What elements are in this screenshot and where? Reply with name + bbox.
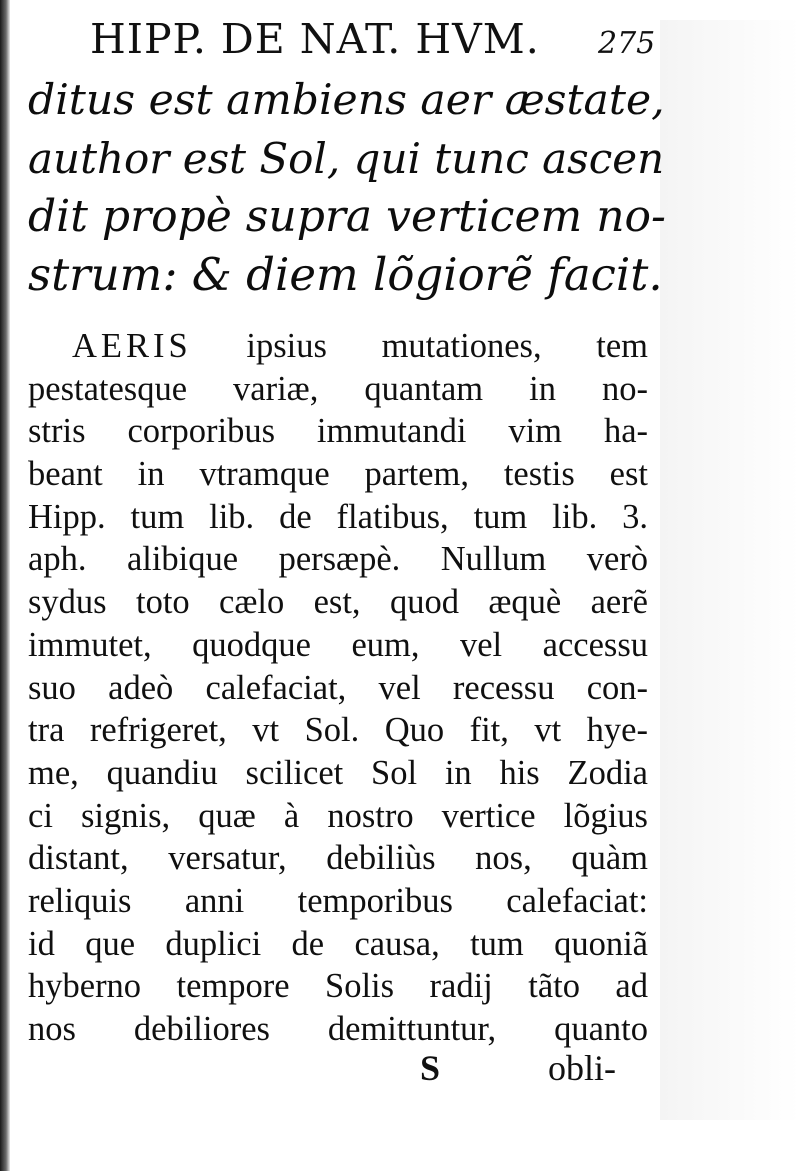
signature-mark: S — [420, 1048, 441, 1088]
body-line: Hipp. tum lib. de flatibus, tum lib. 3. — [28, 497, 648, 536]
binding-gutter — [0, 0, 10, 1171]
body-line: tra refrigeret, vt Sol. Quo fit, vt hye- — [28, 711, 648, 750]
body-line: me, quandiu scilicet Sol in his Zodia — [28, 753, 648, 792]
body-text-block — [28, 325, 648, 1051]
first-line-text: ipsius mutationes, tem — [246, 327, 649, 365]
body-first-line — [28, 325, 648, 368]
initial-word: AERIS — [72, 327, 192, 365]
page-number: 275 — [598, 26, 656, 61]
body-line: pestatesque variæ, quantam in no- — [28, 369, 648, 408]
body-line: distant, versatur, debiliùs nos, quàm — [28, 839, 648, 878]
body-line: hyberno tempore Solis radij tãto ad — [28, 967, 648, 1006]
body-line: id que duplici de causa, tum quoniã — [28, 924, 648, 963]
body-line: immutet, quodque eum, vel accessu — [28, 625, 648, 664]
body-line: aph. alibique persæpè. Nullum verò — [28, 540, 648, 579]
page-footer — [28, 1044, 648, 1094]
catchword: obli- — [548, 1048, 616, 1088]
page-header — [90, 14, 656, 64]
italic-line: ditus est ambiens aer æstate, — [28, 76, 665, 125]
body-line: ci signis, quæ à nostro vertice lõgius — [28, 796, 648, 835]
italic-line: strum: & diem lõgiorẽ facit. — [28, 248, 663, 301]
italic-text-block — [28, 72, 668, 304]
running-head: HIPP. DE NAT. HVM. — [90, 15, 540, 63]
page-edge-shading — [660, 20, 800, 1120]
body-line: stris corporibus immutandi vim ha- — [28, 412, 648, 451]
body-line: reliquis anni temporibus calefaciat: — [28, 881, 648, 920]
body-line: sydus toto cælo est, quod æquè aerẽ — [28, 583, 648, 622]
italic-line: dit propè supra verticem no- — [28, 191, 666, 242]
italic-line: author est Sol, qui tunc ascen — [28, 134, 665, 183]
body-line: nos debiliores demittuntur, quanto — [28, 1010, 648, 1048]
body-line: beant in vtramque partem, testis est — [28, 455, 648, 494]
body-line: suo adeò calefaciat, vel recessu con- — [28, 668, 648, 707]
